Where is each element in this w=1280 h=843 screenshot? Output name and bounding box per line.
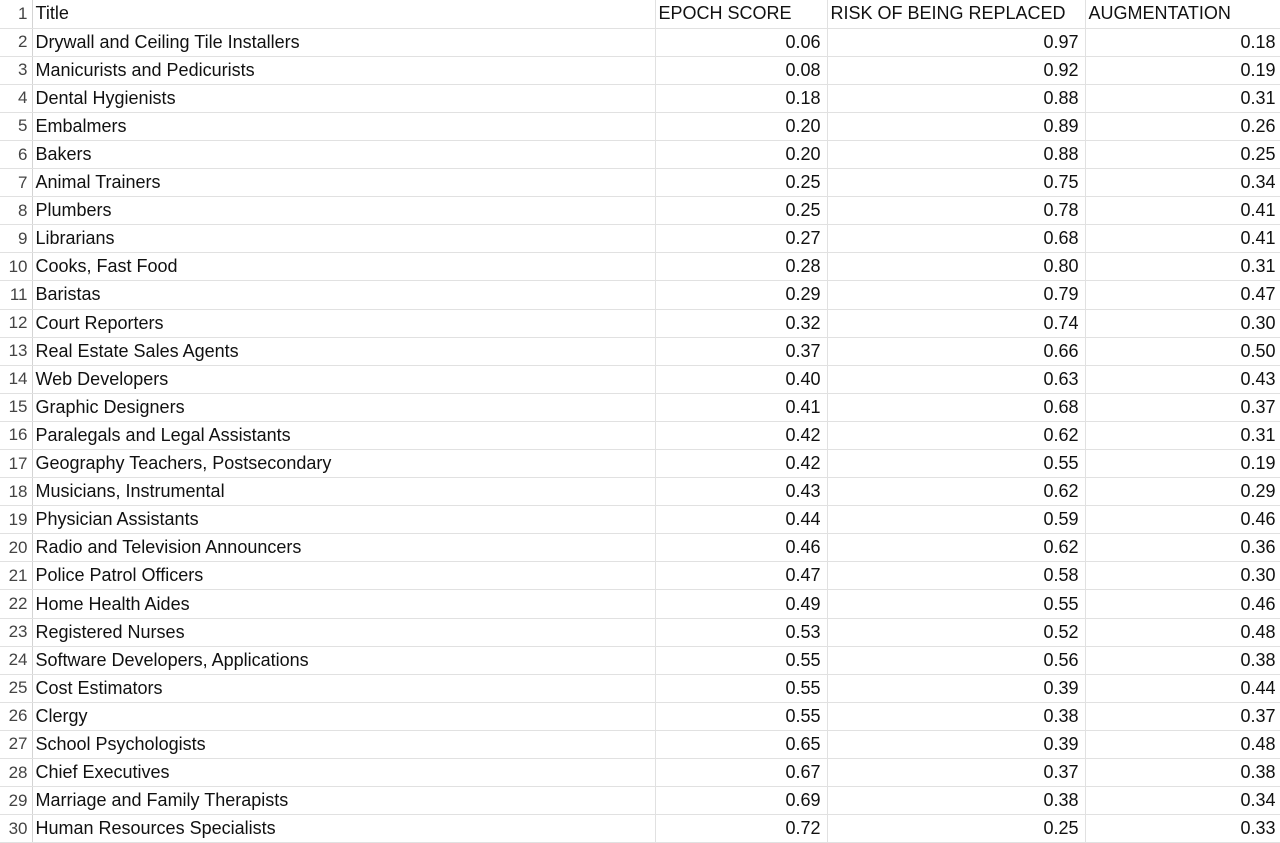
table-row (0, 112, 1280, 140)
cell-title[interactable]: Baristas (32, 281, 655, 309)
row-number[interactable]: 29 (0, 787, 32, 815)
cell-augmentation[interactable]: 0.33 (1085, 815, 1280, 843)
cell-title[interactable]: School Psychologists (32, 730, 655, 758)
cell-epoch-score[interactable]: 0.44 (655, 506, 827, 534)
cell-risk[interactable]: 0.88 (827, 140, 1085, 168)
cell-risk[interactable]: 0.75 (827, 169, 1085, 197)
cell-epoch-score[interactable]: 0.55 (655, 646, 827, 674)
cell-augmentation[interactable]: 0.31 (1085, 253, 1280, 281)
cell-risk[interactable]: 0.68 (827, 393, 1085, 421)
cell-risk[interactable]: 0.68 (827, 225, 1085, 253)
cell-augmentation[interactable]: 0.41 (1085, 225, 1280, 253)
cell-augmentation[interactable]: 0.19 (1085, 56, 1280, 84)
cell-risk[interactable]: 0.80 (827, 253, 1085, 281)
cell-risk[interactable]: 0.59 (827, 506, 1085, 534)
row-number[interactable]: 10 (0, 253, 32, 281)
cell-title[interactable]: Graphic Designers (32, 393, 655, 421)
row-number[interactable]: 25 (0, 674, 32, 702)
cell-title[interactable]: Plumbers (32, 197, 655, 225)
row-number[interactable]: 15 (0, 393, 32, 421)
cell-augmentation[interactable]: 0.46 (1085, 590, 1280, 618)
cell-epoch-score[interactable]: 0.29 (655, 281, 827, 309)
cell-epoch-score[interactable]: 0.55 (655, 702, 827, 730)
cell-augmentation[interactable]: 0.38 (1085, 646, 1280, 674)
cell-title[interactable]: Cost Estimators (32, 674, 655, 702)
cell-epoch-score[interactable]: 0.27 (655, 225, 827, 253)
table-row (0, 534, 1280, 562)
cell-title[interactable]: Librarians (32, 225, 655, 253)
row-number[interactable]: 30 (0, 815, 32, 843)
cell-epoch-score[interactable]: 0.20 (655, 140, 827, 168)
cell-epoch-score[interactable]: 0.46 (655, 534, 827, 562)
cell-title[interactable]: Musicians, Instrumental (32, 478, 655, 506)
cell-augmentation[interactable]: 0.19 (1085, 450, 1280, 478)
cell-title[interactable]: Physician Assistants (32, 506, 655, 534)
header-cell-risk[interactable]: RISK OF BEING REPLACED (827, 0, 1085, 28)
cell-epoch-score[interactable]: 0.53 (655, 618, 827, 646)
cell-epoch-score[interactable]: 0.18 (655, 84, 827, 112)
cell-augmentation[interactable]: 0.26 (1085, 112, 1280, 140)
table-row (0, 56, 1280, 84)
cell-title[interactable]: Bakers (32, 140, 655, 168)
table-row (0, 281, 1280, 309)
cell-augmentation[interactable]: 0.31 (1085, 84, 1280, 112)
row-number[interactable]: 1 (0, 0, 32, 28)
row-number[interactable]: 19 (0, 506, 32, 534)
table-row (0, 674, 1280, 702)
cell-augmentation[interactable]: 0.34 (1085, 787, 1280, 815)
cell-epoch-score[interactable]: 0.25 (655, 197, 827, 225)
cell-augmentation[interactable]: 0.43 (1085, 365, 1280, 393)
cell-epoch-score[interactable]: 0.49 (655, 590, 827, 618)
row-number[interactable]: 23 (0, 618, 32, 646)
cell-risk[interactable]: 0.92 (827, 56, 1085, 84)
row-number[interactable]: 18 (0, 478, 32, 506)
cell-augmentation[interactable]: 0.41 (1085, 197, 1280, 225)
cell-epoch-score[interactable]: 0.69 (655, 787, 827, 815)
row-number[interactable]: 8 (0, 197, 32, 225)
cell-title[interactable]: Web Developers (32, 365, 655, 393)
table-row (0, 140, 1280, 168)
row-number[interactable]: 13 (0, 337, 32, 365)
cell-augmentation[interactable]: 0.47 (1085, 281, 1280, 309)
cell-augmentation[interactable]: 0.18 (1085, 28, 1280, 56)
cell-risk[interactable]: 0.63 (827, 365, 1085, 393)
row-number[interactable]: 6 (0, 140, 32, 168)
table-row (0, 787, 1280, 815)
table-row (0, 618, 1280, 646)
cell-augmentation[interactable]: 0.30 (1085, 562, 1280, 590)
cell-risk[interactable]: 0.39 (827, 674, 1085, 702)
cell-title[interactable]: Cooks, Fast Food (32, 253, 655, 281)
cell-augmentation[interactable]: 0.34 (1085, 169, 1280, 197)
cell-epoch-score[interactable]: 0.37 (655, 337, 827, 365)
cell-risk[interactable]: 0.52 (827, 618, 1085, 646)
cell-augmentation[interactable]: 0.46 (1085, 506, 1280, 534)
cell-title[interactable]: Dental Hygienists (32, 84, 655, 112)
row-number[interactable]: 11 (0, 281, 32, 309)
row-number[interactable]: 27 (0, 730, 32, 758)
table-row (0, 450, 1280, 478)
cell-epoch-score[interactable]: 0.25 (655, 169, 827, 197)
row-number[interactable]: 4 (0, 84, 32, 112)
cell-augmentation[interactable]: 0.30 (1085, 309, 1280, 337)
cell-augmentation[interactable]: 0.36 (1085, 534, 1280, 562)
cell-epoch-score[interactable]: 0.42 (655, 421, 827, 449)
cell-title[interactable]: Real Estate Sales Agents (32, 337, 655, 365)
table-row (0, 506, 1280, 534)
cell-title[interactable]: Animal Trainers (32, 169, 655, 197)
table-row (0, 562, 1280, 590)
table-row (0, 253, 1280, 281)
cell-epoch-score[interactable]: 0.40 (655, 365, 827, 393)
cell-epoch-score[interactable]: 0.42 (655, 450, 827, 478)
cell-title[interactable]: Radio and Television Announcers (32, 534, 655, 562)
cell-risk[interactable]: 0.55 (827, 590, 1085, 618)
table-row (0, 393, 1280, 421)
cell-augmentation[interactable]: 0.29 (1085, 478, 1280, 506)
table-row (0, 590, 1280, 618)
cell-risk[interactable]: 0.78 (827, 197, 1085, 225)
table-row (0, 759, 1280, 787)
row-number[interactable]: 21 (0, 562, 32, 590)
table-row (0, 169, 1280, 197)
table-row (0, 309, 1280, 337)
table-row (0, 197, 1280, 225)
row-number[interactable]: 14 (0, 365, 32, 393)
row-number[interactable]: 16 (0, 421, 32, 449)
row-number[interactable]: 28 (0, 759, 32, 787)
cell-augmentation[interactable]: 0.37 (1085, 393, 1280, 421)
cell-title[interactable]: Geography Teachers, Postsecondary (32, 450, 655, 478)
cell-augmentation[interactable]: 0.37 (1085, 702, 1280, 730)
table-row (0, 337, 1280, 365)
header-cell-title[interactable]: Title (32, 0, 655, 28)
cell-title[interactable]: Software Developers, Applications (32, 646, 655, 674)
table-row (0, 225, 1280, 253)
cell-epoch-score[interactable]: 0.08 (655, 56, 827, 84)
cell-title[interactable]: Embalmers (32, 112, 655, 140)
row-number[interactable]: 12 (0, 309, 32, 337)
table-row (0, 730, 1280, 758)
cell-risk[interactable]: 0.38 (827, 787, 1085, 815)
table-row (0, 478, 1280, 506)
cell-epoch-score[interactable]: 0.65 (655, 730, 827, 758)
cell-title[interactable]: Paralegals and Legal Assistants (32, 421, 655, 449)
header-row (0, 0, 1280, 28)
cell-augmentation[interactable]: 0.31 (1085, 421, 1280, 449)
header-cell-epoch-score[interactable]: EPOCH SCORE (655, 0, 827, 28)
cell-title[interactable]: Manicurists and Pedicurists (32, 56, 655, 84)
cell-epoch-score[interactable]: 0.20 (655, 112, 827, 140)
row-number[interactable]: 5 (0, 112, 32, 140)
cell-augmentation[interactable]: 0.48 (1085, 730, 1280, 758)
table-row (0, 365, 1280, 393)
cell-risk[interactable]: 0.38 (827, 702, 1085, 730)
cell-risk[interactable]: 0.62 (827, 478, 1085, 506)
cell-title[interactable]: Home Health Aides (32, 590, 655, 618)
cell-title[interactable]: Police Patrol Officers (32, 562, 655, 590)
cell-risk[interactable]: 0.39 (827, 730, 1085, 758)
row-number[interactable]: 26 (0, 702, 32, 730)
row-number[interactable]: 17 (0, 450, 32, 478)
cell-epoch-score[interactable]: 0.47 (655, 562, 827, 590)
table-row (0, 646, 1280, 674)
cell-epoch-score[interactable]: 0.28 (655, 253, 827, 281)
cell-epoch-score[interactable]: 0.72 (655, 815, 827, 843)
table-row (0, 28, 1280, 56)
row-number[interactable]: 2 (0, 28, 32, 56)
cell-title[interactable]: Human Resources Specialists (32, 815, 655, 843)
cell-title[interactable]: Marriage and Family Therapists (32, 787, 655, 815)
cell-risk[interactable]: 0.55 (827, 450, 1085, 478)
row-number[interactable]: 24 (0, 646, 32, 674)
cell-title[interactable]: Registered Nurses (32, 618, 655, 646)
row-number[interactable]: 9 (0, 225, 32, 253)
cell-risk[interactable]: 0.74 (827, 309, 1085, 337)
cell-risk[interactable]: 0.79 (827, 281, 1085, 309)
cell-epoch-score[interactable]: 0.32 (655, 309, 827, 337)
cell-risk[interactable]: 0.97 (827, 28, 1085, 56)
cell-title[interactable]: Clergy (32, 702, 655, 730)
cell-risk[interactable]: 0.56 (827, 646, 1085, 674)
cell-epoch-score[interactable]: 0.41 (655, 393, 827, 421)
cell-epoch-score[interactable]: 0.67 (655, 759, 827, 787)
cell-epoch-score[interactable]: 0.06 (655, 28, 827, 56)
cell-risk[interactable]: 0.66 (827, 337, 1085, 365)
cell-title[interactable]: Court Reporters (32, 309, 655, 337)
row-number[interactable]: 3 (0, 56, 32, 84)
cell-augmentation[interactable]: 0.25 (1085, 140, 1280, 168)
table-row (0, 421, 1280, 449)
cell-augmentation[interactable]: 0.38 (1085, 759, 1280, 787)
cell-risk[interactable]: 0.88 (827, 84, 1085, 112)
cell-risk[interactable]: 0.25 (827, 815, 1085, 843)
cell-augmentation[interactable]: 0.44 (1085, 674, 1280, 702)
cell-augmentation[interactable]: 0.50 (1085, 337, 1280, 365)
table-row (0, 84, 1280, 112)
cell-risk[interactable]: 0.62 (827, 534, 1085, 562)
cell-epoch-score[interactable]: 0.55 (655, 674, 827, 702)
cell-title[interactable]: Drywall and Ceiling Tile Installers (32, 28, 655, 56)
cell-epoch-score[interactable]: 0.43 (655, 478, 827, 506)
cell-risk[interactable]: 0.62 (827, 421, 1085, 449)
cell-risk[interactable]: 0.58 (827, 562, 1085, 590)
table-row (0, 815, 1280, 843)
cell-title[interactable]: Chief Executives (32, 759, 655, 787)
cell-risk[interactable]: 0.89 (827, 112, 1085, 140)
cell-augmentation[interactable]: 0.48 (1085, 618, 1280, 646)
row-number[interactable]: 22 (0, 590, 32, 618)
table-row (0, 702, 1280, 730)
row-number[interactable]: 7 (0, 169, 32, 197)
cell-risk[interactable]: 0.37 (827, 759, 1085, 787)
row-number[interactable]: 20 (0, 534, 32, 562)
header-cell-augmentation[interactable]: AUGMENTATION (1085, 0, 1280, 28)
